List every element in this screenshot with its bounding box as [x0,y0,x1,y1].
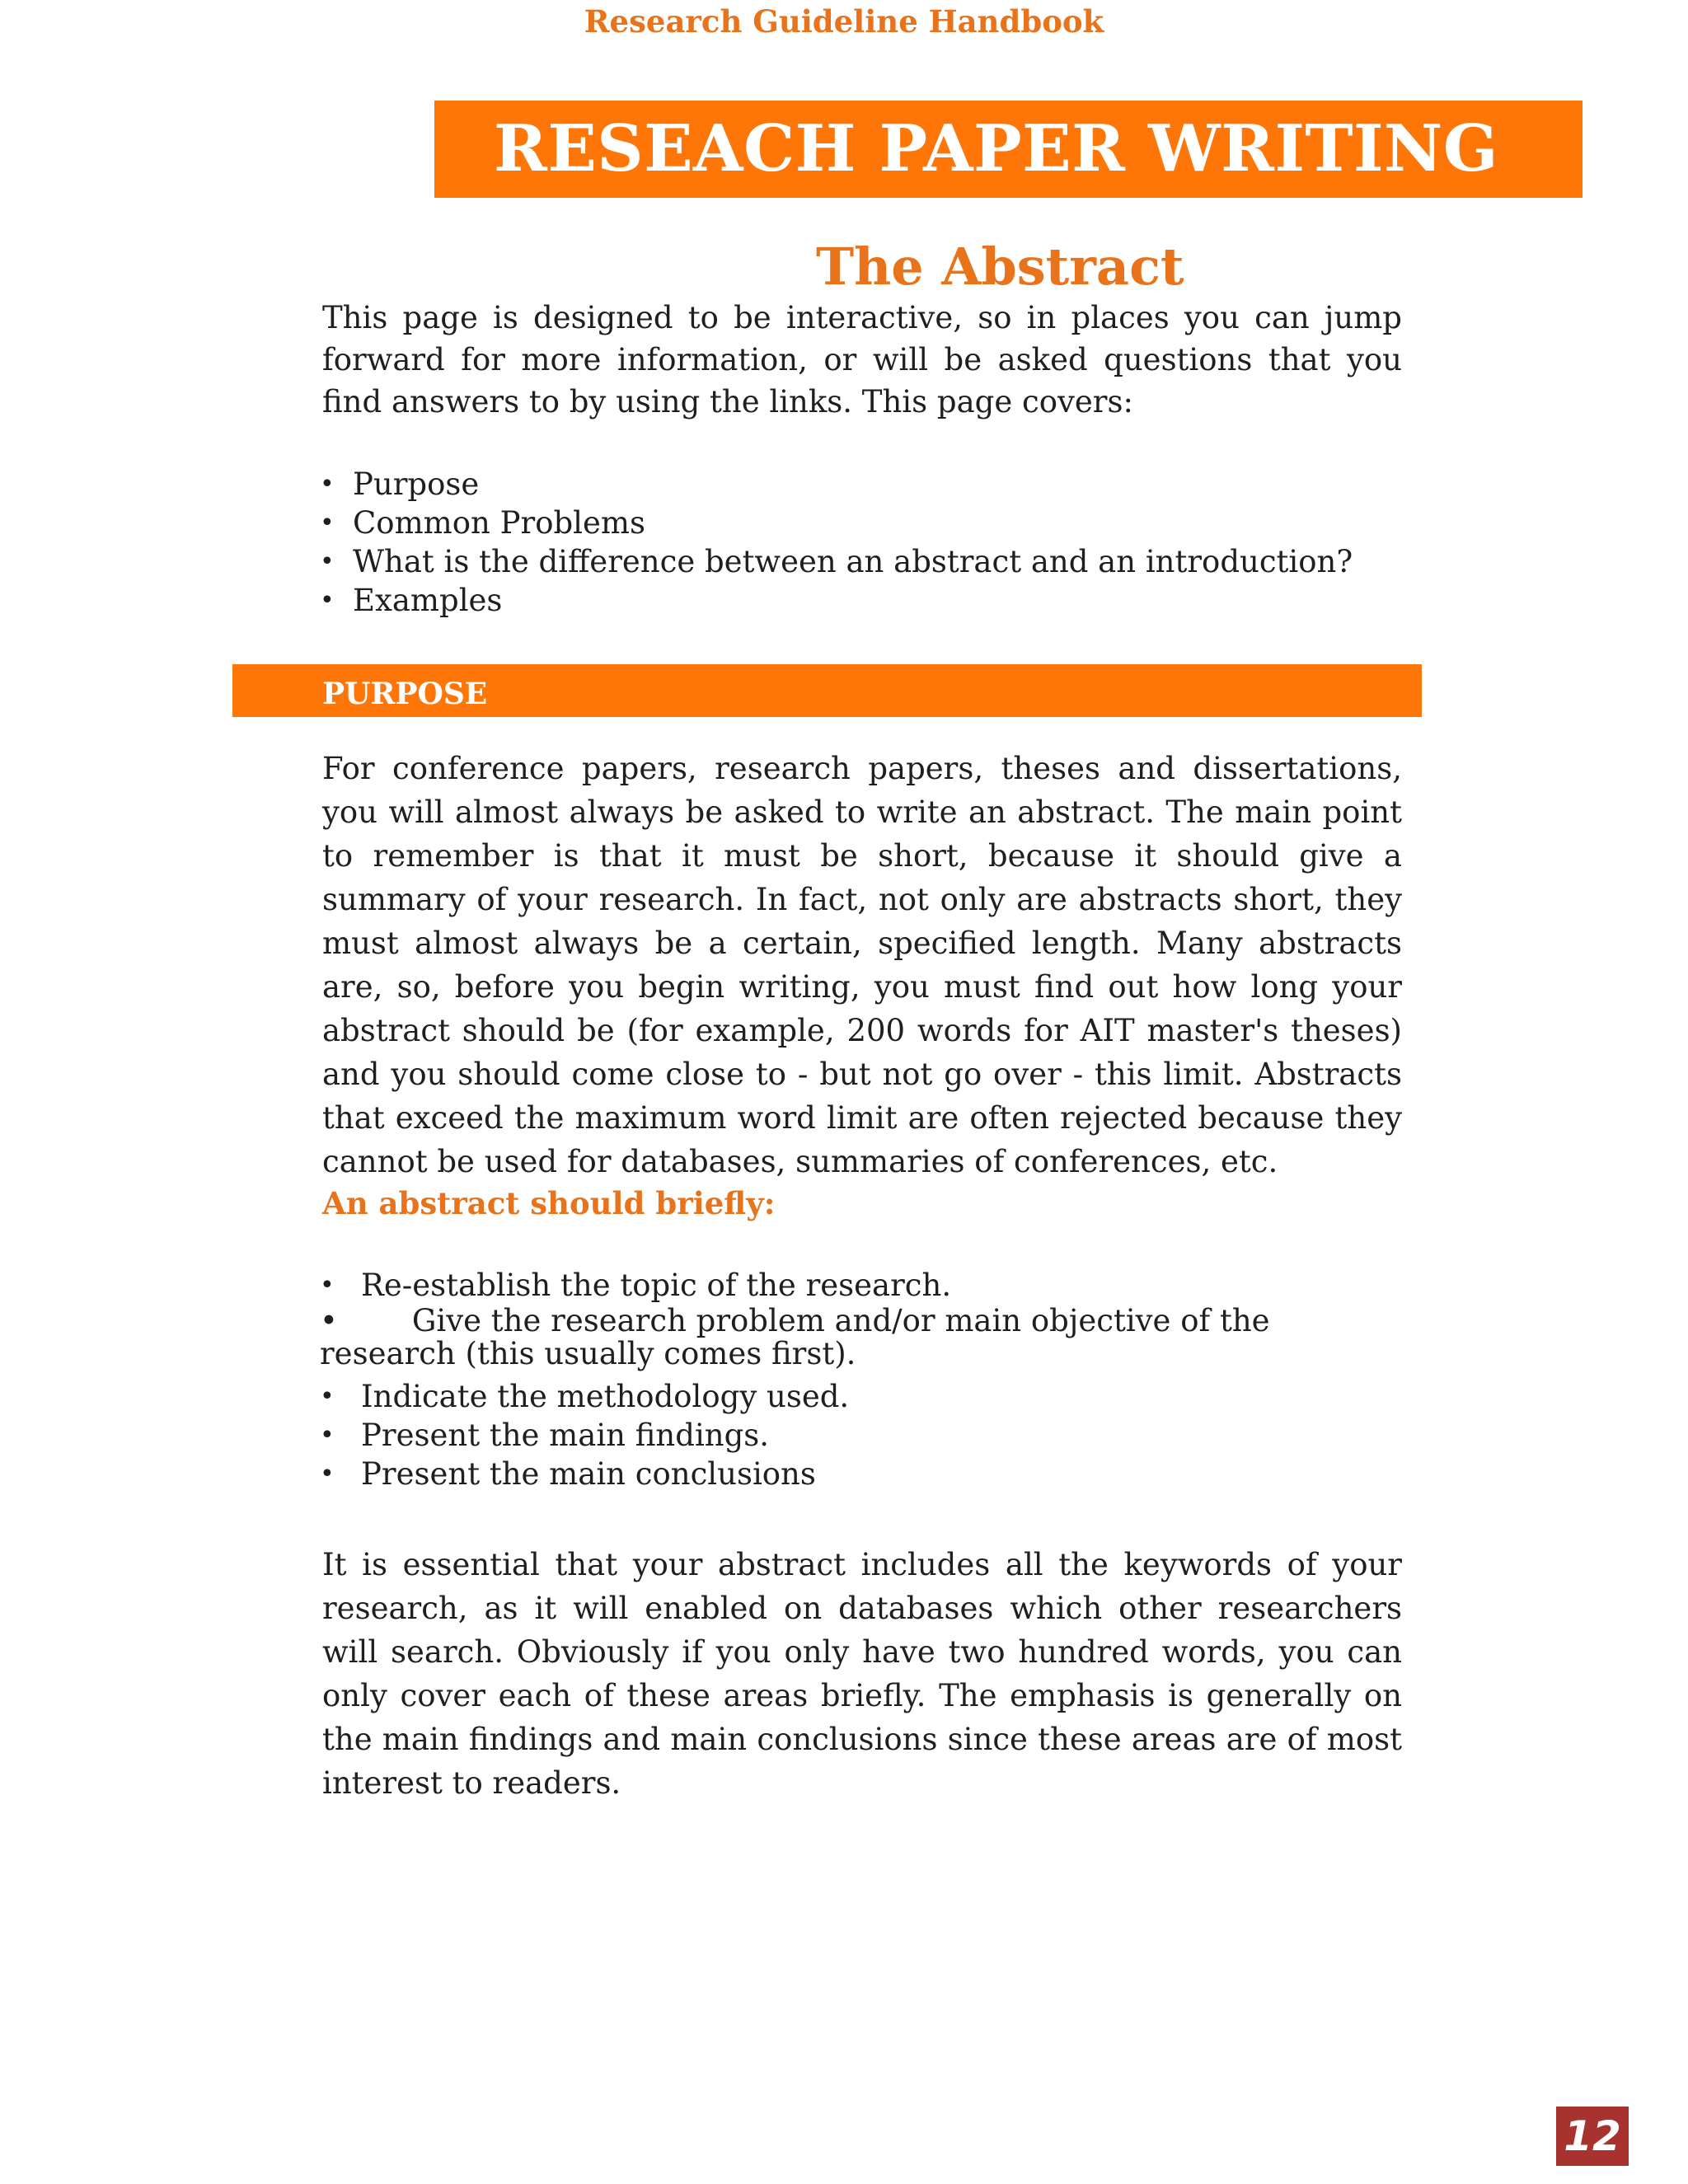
subheading: An abstract should briefly: [322,1185,776,1221]
section-title: PURPOSE [322,677,488,711]
bullet-icon: • [320,509,335,537]
list-item: • Give the research problem and/or main objective of the research (this usually comes first). [320,1303,1270,1371]
bullet-icon: • [320,1382,335,1411]
contents-item-purpose[interactable] [320,465,1353,504]
bullet-icon: • [320,1271,335,1300]
contents-item-label: Examples [353,583,503,618]
list-item: • Re-establish the topic of the research. [320,1268,952,1303]
contents-item-examples[interactable] [320,581,1353,620]
contents-item-label: Purpose [353,466,480,502]
page-number: 12 [1556,2107,1629,2166]
closing-paragraph: It is essential that your abstract includes all the keywords of your research, as it will enabled on databases which other researchers will search. Obviously if you only have two hundred words, you can only cover each of these areas briefly. The emphasis is generally on the main findings and main conclusions since these areas are of most interest to readers. [322,1547,1402,1801]
contents-item-difference[interactable] [320,542,1353,581]
chapter-banner: RESEACH PAPER WRITING [434,101,1582,198]
abstract-points-list [320,1266,1408,1493]
bullet-icon: • [320,1303,338,1338]
bullet-icon: • [320,547,335,576]
contents-item-label: What is the difference between an abstract and an introduction? [353,544,1353,579]
purpose-paragraph: For conference papers, research papers, theses and dissertations, you will almost always be asked to write an abstract. The main point to remember is that it must be short, because it should give a summary of your research. In fact, not only are abstracts short, they must almost always be a certain, specified length. Many abstracts are, so, before you begin writing, you must find out how long your abstract should be (for example, 200 words for AIT master's theses) and you should come close to - but not go over - this limit. Abstracts that exceed the maximum word limit are often rejected because they cannot be used for databases, summaries of conferences, etc. [322,751,1402,1179]
bullet-icon: • [320,1421,335,1450]
running-header: Research Guideline Handbook [584,3,1104,40]
bullet-icon: • [320,470,335,499]
intro-paragraph: This page is designed to be interactive, so in places you can jump forward for more information, or will be asked questions that you find answers to by using the links. This page covers: [322,300,1402,419]
list-item: • Present the main conclusions [320,1456,816,1492]
section-header-bar [232,664,1422,717]
page-title: The Abstract [816,237,1184,297]
list-item: • Present the main findings. [320,1418,770,1453]
contents-item-common-problems[interactable] [320,504,1353,542]
list-item: • Indicate the methodology used. [320,1379,850,1414]
bullet-icon: • [320,1460,335,1488]
contents-list [320,465,1353,620]
contents-item-label: Common Problems [353,505,645,541]
bullet-icon: • [320,586,335,615]
